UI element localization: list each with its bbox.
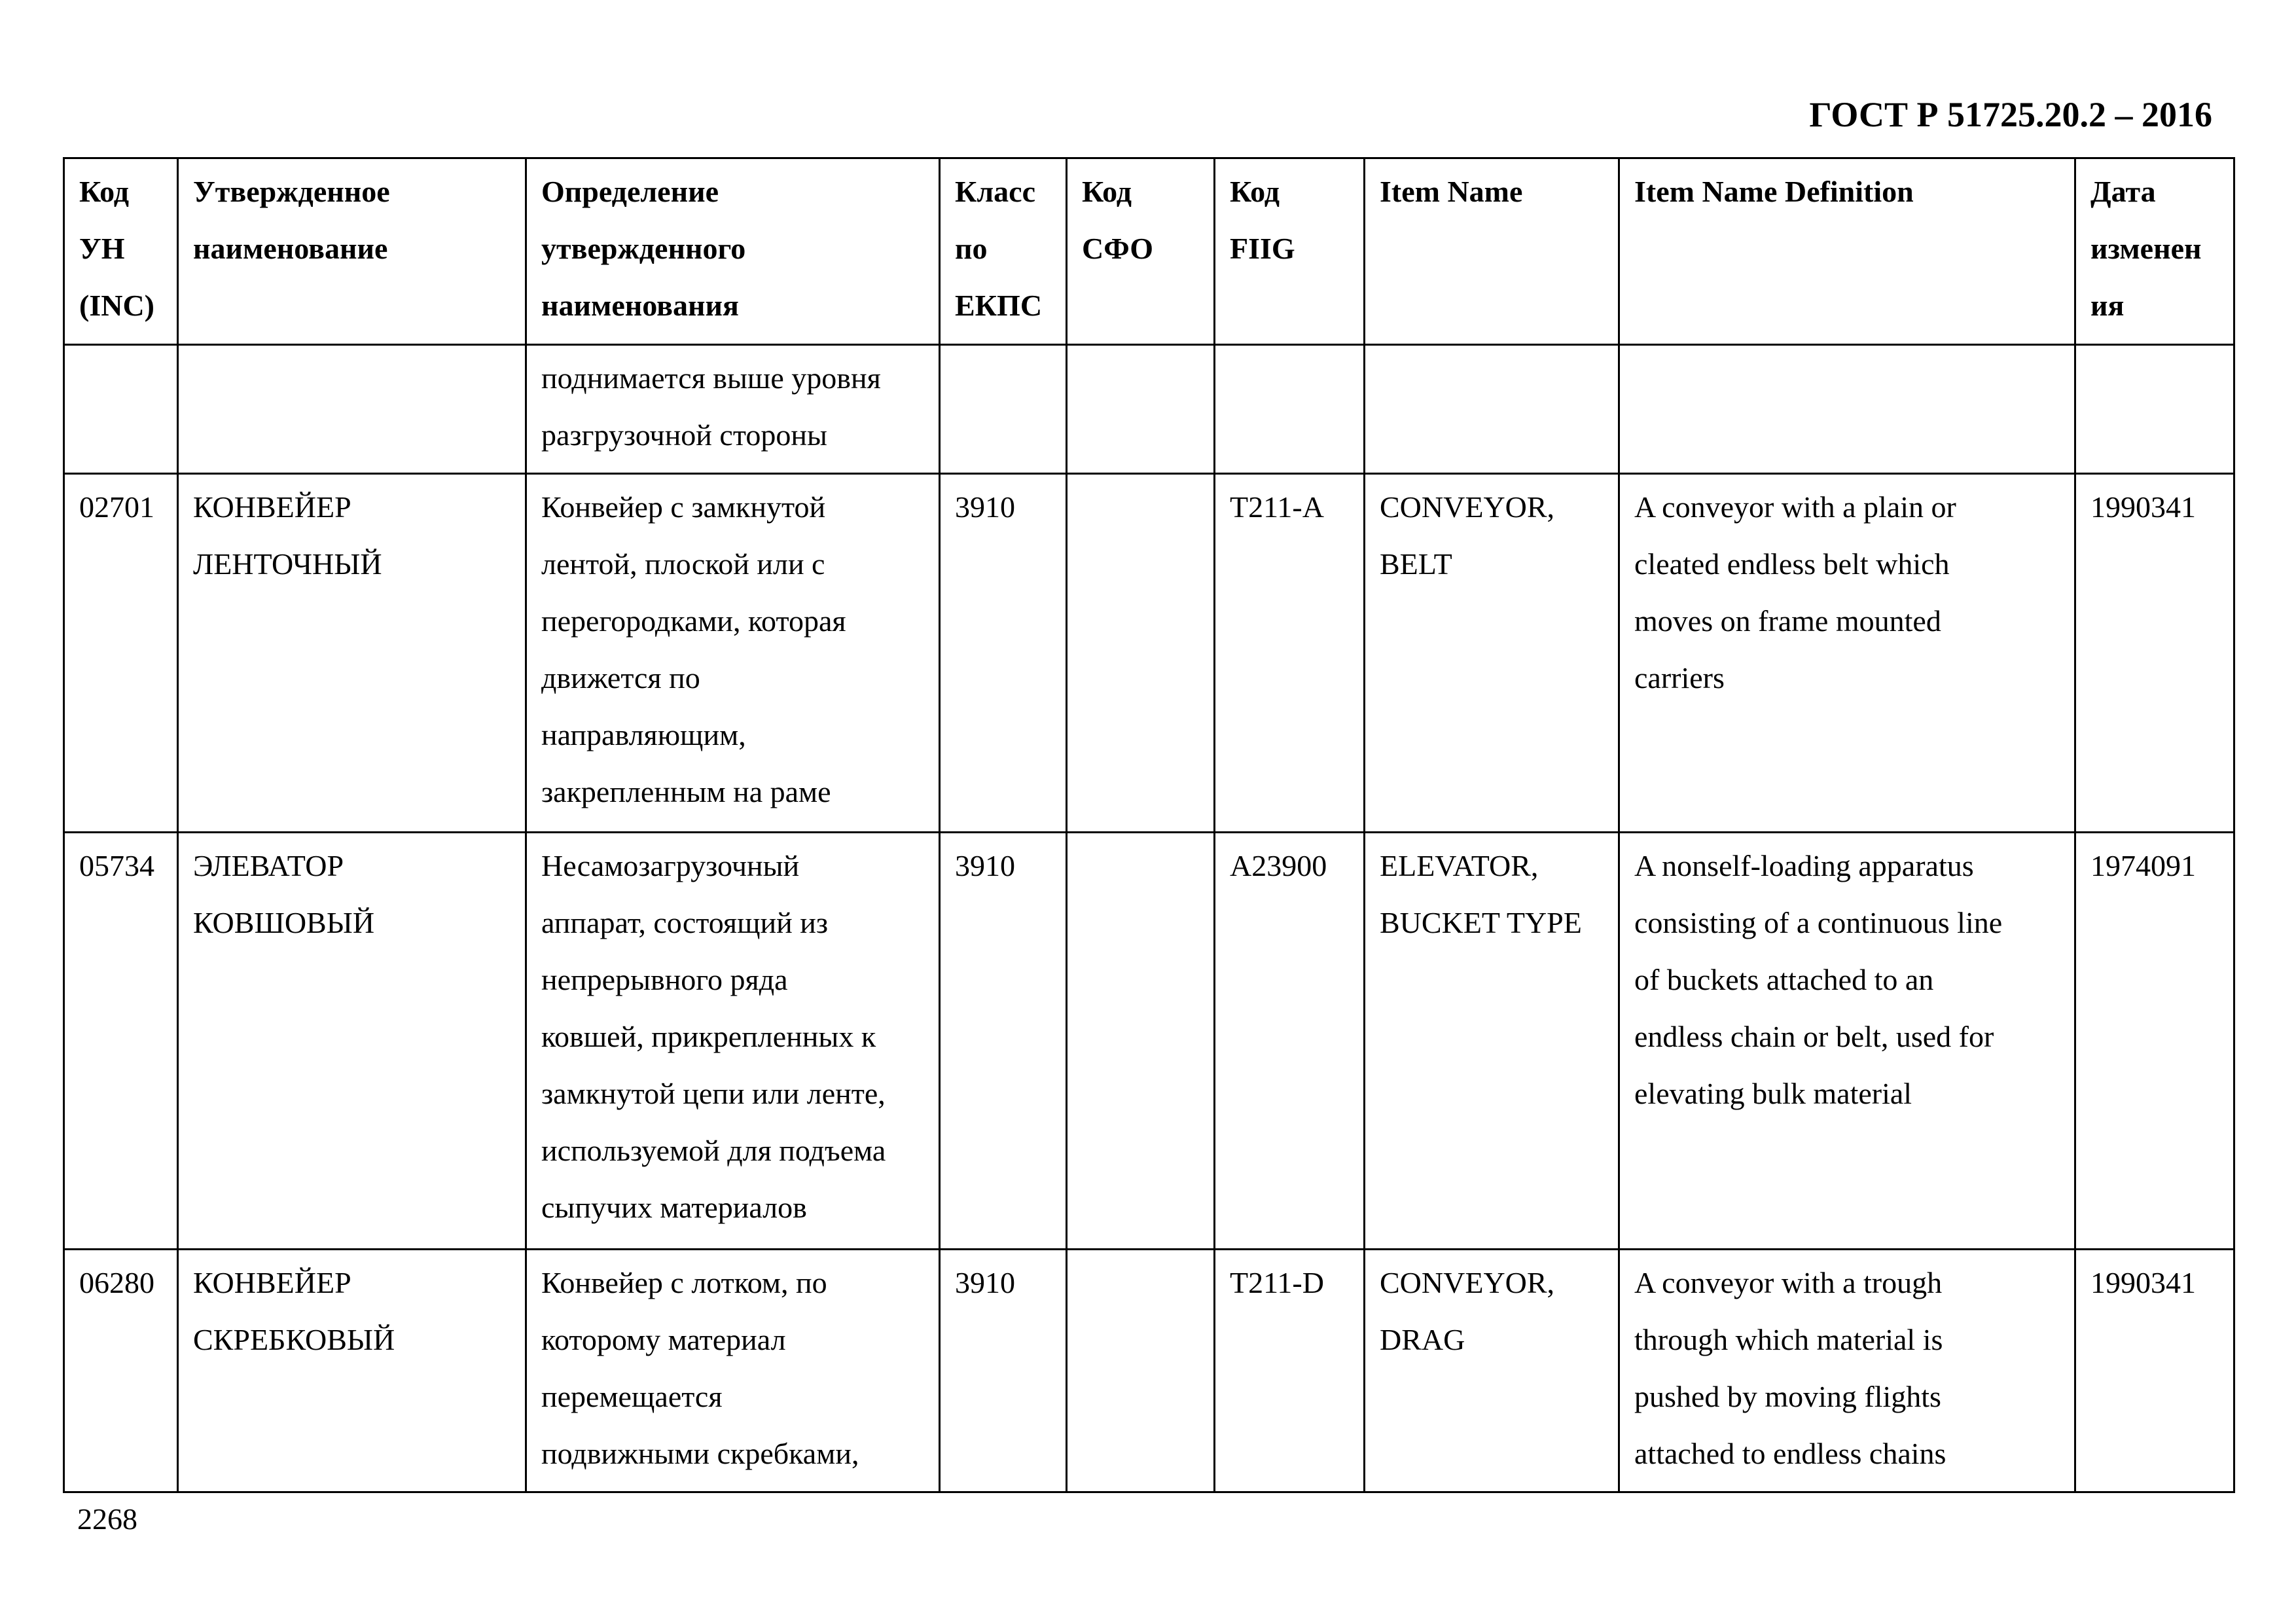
cell-class: 3910 [940, 474, 1067, 833]
classification-table [63, 157, 2235, 1493]
cell-fiig: T211-D [1215, 1250, 1365, 1492]
cell-class: 3910 [940, 1250, 1067, 1492]
table-header-row [64, 158, 2234, 345]
cell-inc [64, 345, 178, 474]
header-cell-change-date: Дата изменен ия [2075, 158, 2234, 345]
cell-approved-name: КОНВЕЙЕР ЛЕНТОЧНЫЙ [178, 474, 526, 833]
cell-change-date [2075, 345, 2234, 474]
cell-fiig: T211-A [1215, 474, 1365, 833]
cell-change-date: 1974091 [2075, 833, 2234, 1250]
cell-item-name: ELEVATOR, BUCKET TYPE [1365, 833, 1619, 1250]
cell-definition: Конвейер с лотком, по которому материал перемещается подвижными скребками, [526, 1250, 940, 1492]
cell-item-name-definition: A conveyor with a trough through which material is pushed by moving flights attached to endless chains [1619, 1250, 2075, 1492]
cell-definition: Несамозагрузочный аппарат, состоящий из непрерывного ряда ковшей, прикрепленных к замкнутой цепи или ленте, используемой для подъема сыпучих материалов [526, 833, 940, 1250]
header-cell-class: Класс по ЕКПС [940, 158, 1067, 345]
cell-item-name-definition [1619, 345, 2075, 474]
cell-fiig: A23900 [1215, 833, 1365, 1250]
cell-change-date: 1990341 [2075, 1250, 2234, 1492]
cell-definition: поднимается выше уровня разгрузочной стороны [526, 345, 940, 474]
cell-sfo [1067, 833, 1215, 1250]
cell-class [940, 345, 1067, 474]
page-number: 2268 [77, 1502, 137, 1536]
cell-inc: 05734 [64, 833, 178, 1250]
cell-class: 3910 [940, 833, 1067, 1250]
cell-inc: 06280 [64, 1250, 178, 1492]
table-row [64, 833, 2234, 1250]
cell-item-name-definition: A conveyor with a plain or cleated endless belt which moves on frame mounted carriers [1619, 474, 2075, 833]
cell-approved-name: КОНВЕЙЕР СКРЕБКОВЫЙ [178, 1250, 526, 1492]
header-cell-fiig: Код FIIG [1215, 158, 1365, 345]
cell-item-name: CONVEYOR, DRAG [1365, 1250, 1619, 1492]
cell-sfo [1067, 345, 1215, 474]
table-row [64, 474, 2234, 833]
header-cell-item-name-definition: Item Name Definition [1619, 158, 2075, 345]
cell-definition: Конвейер с замкнутой лентой, плоской или с перегородками, которая движется по направляющим, закрепленным на раме [526, 474, 940, 833]
cell-fiig [1215, 345, 1365, 474]
cell-item-name: CONVEYOR, BELT [1365, 474, 1619, 833]
table-row [64, 1250, 2234, 1492]
header-cell-definition: Определение утвержденного наименования [526, 158, 940, 345]
cell-sfo [1067, 474, 1215, 833]
document-standard-header: ГОСТ Р 51725.20.2 – 2016 [1809, 95, 2212, 134]
cell-change-date: 1990341 [2075, 474, 2234, 833]
header-cell-inc: Код УН (INC) [64, 158, 178, 345]
cell-inc: 02701 [64, 474, 178, 833]
table-row [64, 345, 2234, 474]
header-cell-sfo: Код СФО [1067, 158, 1215, 345]
cell-item-name-definition: A nonself-loading apparatus consisting of a continuous line of buckets attached to an endless chain or belt, used for elevating bulk material [1619, 833, 2075, 1250]
header-cell-item-name: Item Name [1365, 158, 1619, 345]
header-cell-approved-name: Утвержденное наименование [178, 158, 526, 345]
cell-sfo [1067, 1250, 1215, 1492]
cell-approved-name [178, 345, 526, 474]
cell-approved-name: ЭЛЕВАТОР КОВШОВЫЙ [178, 833, 526, 1250]
cell-item-name [1365, 345, 1619, 474]
